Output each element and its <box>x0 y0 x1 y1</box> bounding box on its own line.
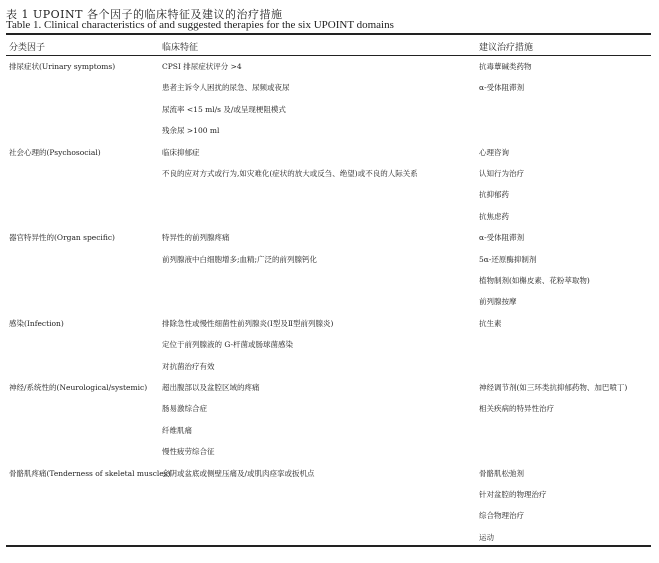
therapy-cell: 抗生素 <box>479 318 502 328</box>
therapy-cell: α-受体阻滞剂 <box>479 233 525 243</box>
feature-cell: 对抗菌治疗有效 <box>162 361 215 371</box>
therapy-cell: 骨骼肌松弛剂 <box>479 468 524 478</box>
therapy-cell: 综合物理治疗 <box>479 511 524 521</box>
feature-cell: 患者主诉令人困扰的尿急、尿频或夜尿 <box>162 83 290 93</box>
therapy-cell: 植物制剂(如槲皮素、花粉萃取物) <box>479 276 590 285</box>
header-rule <box>6 55 651 56</box>
header-cell-domain: 分类因子 <box>9 43 46 53</box>
therapy-cell: 神经调节剂(如三环类抗抑郁药物、加巴喷丁) <box>479 383 628 392</box>
feature-cell: 前列腺液中白细胞增多;血精;广泛的前列腺钙化 <box>162 254 318 264</box>
domain-cell: 排尿症状(Urinary symptoms) <box>9 62 116 71</box>
feature-cell: 定位于前列腺液的 G-杆菌或肠球菌感染 <box>162 340 294 350</box>
feature-cell: 临床抑郁症 <box>162 147 200 157</box>
domain-cell: 神经/系统性的(Neurological/systemic) <box>9 383 148 392</box>
therapy-cell: 前列腺按摩 <box>479 297 517 307</box>
feature-cell: 肠易激综合症 <box>162 404 207 414</box>
domain-cell: 感染(Infection) <box>9 318 64 328</box>
therapy-cell: 相关疾病的特异性治疗 <box>479 404 554 414</box>
table-caption-en: Table 1. Clinical characteristics of and suggested therapies for the six UPOINT domains <box>6 19 394 31</box>
feature-cell: 慢性疲劳综合征 <box>162 447 215 457</box>
header-cell-features: 临床特征 <box>162 43 199 53</box>
therapy-cell: 抗毒蕈碱类药物 <box>479 62 532 71</box>
domain-cell: 社会心理的(Psychosocial) <box>9 147 101 157</box>
header-cell-therapies: 建议治疗措施 <box>479 43 534 53</box>
feature-cell: 纤维肌痛 <box>162 425 192 435</box>
therapy-cell: 运动 <box>479 532 494 542</box>
domain-cell: 器官特异性的(Organ specific) <box>9 233 115 243</box>
top-rule <box>6 33 651 35</box>
therapy-cell: 抗抑郁药 <box>479 190 509 200</box>
bottom-rule <box>6 545 651 547</box>
therapy-cell: 认知行为治疗 <box>479 169 524 178</box>
feature-cell: 残余尿 >100 ml <box>162 126 220 136</box>
therapy-cell: 针对盆腔的物理治疗 <box>479 490 547 499</box>
feature-cell: 特异性的前列腺疼痛 <box>162 233 230 243</box>
feature-cell: 会阴或盆底或侧壁压痛及/或肌肉痉挛或扳机点 <box>162 468 315 478</box>
feature-cell: 排除急性或慢性细菌性前列腺炎(Ⅰ型及Ⅱ型前列腺炎) <box>162 318 334 328</box>
table-caption-cn: 表 1 UPOINT 各个因子的临床特征及建议的治疗措施 <box>6 8 283 21</box>
domain-cell: 骨骼肌疼痛(Tenderness of skeletal muscles) <box>9 468 171 478</box>
feature-cell: 不良的应对方式或行为,如灾难化(症状的放大或反刍、绝望)或不良的人际关系 <box>162 169 418 178</box>
feature-cell: CPSI 排尿症状评分 >4 <box>162 62 242 71</box>
therapy-cell: α-受体阻滞剂 <box>479 83 525 93</box>
feature-cell: 尿流率 <15 ml/s 及/或呈现梗阻模式 <box>162 104 286 114</box>
therapy-cell: 5α-还原酶抑制剂 <box>479 254 537 264</box>
therapy-cell: 心理咨询 <box>479 147 509 157</box>
feature-cell: 超出腹部以及盆腔区域的疼痛 <box>162 383 260 392</box>
therapy-cell: 抗焦虑药 <box>479 211 509 221</box>
